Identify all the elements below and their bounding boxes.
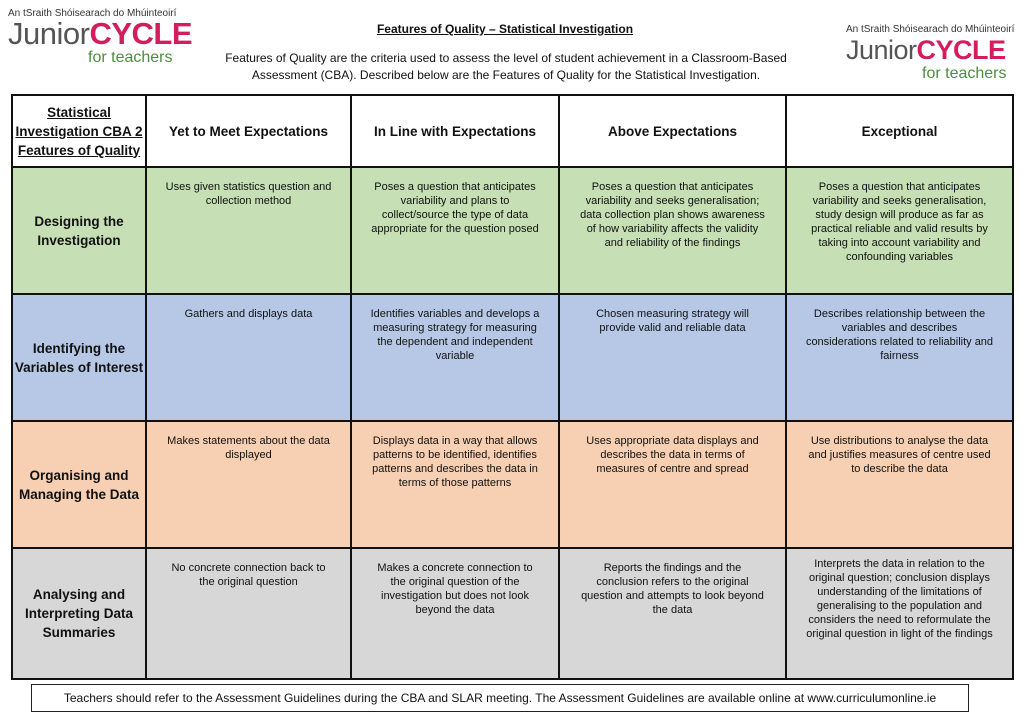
row-header: Analysing and Interpreting Data Summaries bbox=[12, 548, 146, 679]
table-cell: Poses a question that anticipates variability and plans to collect/source the type of data appropriate for the question posed bbox=[351, 167, 559, 294]
table-cell: Uses appropriate data displays and describes the data in terms of measures of centre and spread bbox=[559, 421, 786, 548]
row-header: Organising and Managing the Data bbox=[12, 421, 146, 548]
table-row bbox=[12, 167, 1013, 294]
table-cell: Chosen measuring strategy will provide valid and reliable data bbox=[559, 294, 786, 421]
table-cell: Identifies variables and develops a measuring strategy for measuring the dependent and independent variable bbox=[351, 294, 559, 421]
logo-brand: JuniorCYCLE bbox=[8, 16, 193, 51]
table-cell: Poses a question that anticipates variability and seeks generalisation; data collection plan shows awareness of how variability affects the validity and reliability of the findings bbox=[559, 167, 786, 294]
logo-tagline: An tSraith Shóisearach do Mhúinteoirí bbox=[8, 8, 177, 19]
table-cell: Interprets the data in relation to the original question; conclusion displays understanding of the limitations of generalising to the population and considers the need to reformulate the original question in light of the findings bbox=[786, 548, 1013, 679]
row-header: Designing the Investigation bbox=[12, 167, 146, 294]
table-cell: Poses a question that anticipates variability and seeks generalisation, study design will produce as far as practical reliable and valid results by taking into account variability and confounding variables bbox=[786, 167, 1013, 294]
table-cell: Gathers and displays data bbox=[146, 294, 351, 421]
table-cell: Use distributions to analyse the data and justifies measures of centre used to describe the data bbox=[786, 421, 1013, 548]
page-title: Features of Quality – Statistical Investigation bbox=[376, 22, 634, 36]
table-cell: Describes relationship between the variables and describes considerations related to reliability and fairness bbox=[786, 294, 1013, 421]
row-header: Identifying the Variables of Interest bbox=[12, 294, 146, 421]
table-row bbox=[12, 421, 1013, 548]
table-header-row bbox=[12, 95, 1013, 167]
logo-brand: JuniorCYCLE bbox=[846, 35, 1006, 65]
table-cell: Uses given statistics question and collection method bbox=[146, 167, 351, 294]
junior-cycle-logo-right bbox=[846, 24, 1014, 83]
footer-note: Teachers should refer to the Assessment Guidelines during the CBA and SLAR meeting. The Assessment Guidelines are available online at www.curriculumonline.ie bbox=[31, 684, 969, 712]
logo-tagline: An tSraith Shóisearach do Mhúinteoirí bbox=[846, 24, 1015, 35]
table-cell: Reports the findings and the conclusion refers to the original question and attempts to look beyond the data bbox=[559, 548, 786, 679]
features-of-quality-table bbox=[11, 94, 1014, 680]
logo-subtitle: for teachers bbox=[922, 65, 1007, 82]
column-header: In Line with Expectations bbox=[351, 95, 559, 167]
logo-subtitle: for teachers bbox=[88, 49, 173, 66]
table-corner-header: Statistical Investigation CBA 2 Features of Quality bbox=[12, 95, 146, 167]
page-description: Features of Quality are the criteria used to assess the level of student achievement in a Classroom-Based Assessment (CBA). Described below are the Features of Quality for the Statistical Investigation. bbox=[225, 51, 787, 82]
column-header: Yet to Meet Expectations bbox=[146, 95, 351, 167]
junior-cycle-logo-left bbox=[8, 8, 192, 67]
table-cell: Displays data in a way that allows patterns to be identified, identifies patterns and describes the data in terms of those patterns bbox=[351, 421, 559, 548]
table-cell: No concrete connection back to the original question bbox=[146, 548, 351, 679]
table-row bbox=[12, 548, 1013, 679]
column-header: Above Expectations bbox=[559, 95, 786, 167]
table-cell: Makes a concrete connection to the original question of the investigation but does not look beyond the data bbox=[351, 548, 559, 679]
table-cell: Makes statements about the data displayed bbox=[146, 421, 351, 548]
column-header: Exceptional bbox=[786, 95, 1013, 167]
table-row bbox=[12, 294, 1013, 421]
